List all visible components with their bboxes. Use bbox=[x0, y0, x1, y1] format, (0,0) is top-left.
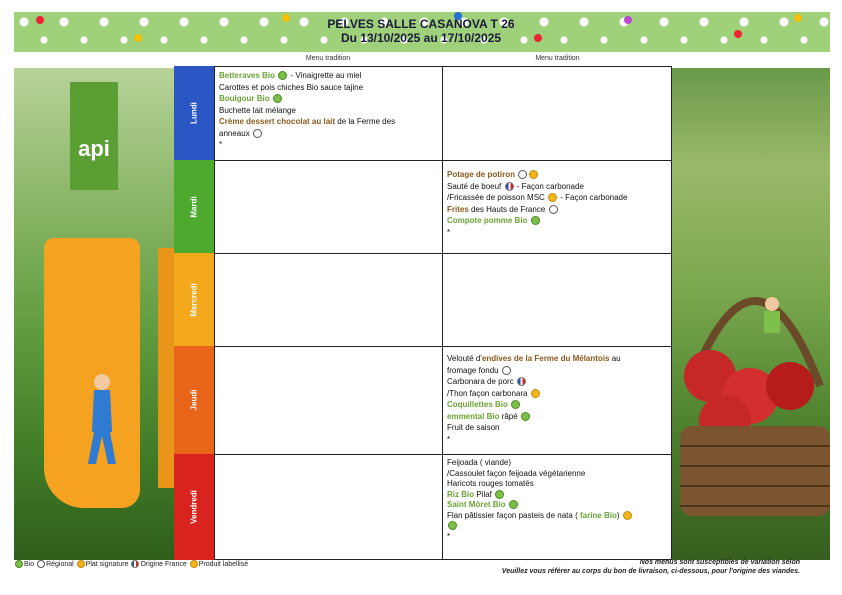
menu-cell-mardi-1 bbox=[214, 160, 443, 254]
regional-icon bbox=[518, 170, 527, 179]
origine-france-icon bbox=[517, 377, 526, 386]
menu-cell-vendredi-1 bbox=[214, 454, 443, 560]
apple-basket-image bbox=[680, 226, 830, 536]
bio-icon bbox=[509, 500, 518, 509]
day-label-mardi: Mardi bbox=[174, 160, 214, 253]
produit-labellise-icon bbox=[190, 560, 198, 568]
page-title: PELVES SALLE CASANOVA T 26 bbox=[327, 17, 515, 31]
regional-icon bbox=[37, 560, 45, 568]
child-illustration bbox=[80, 372, 124, 468]
bio-icon bbox=[273, 94, 282, 103]
origine-france-icon bbox=[131, 560, 139, 568]
column-header: Menu tradition bbox=[214, 52, 442, 67]
menu-cell-mercredi-2 bbox=[442, 253, 672, 347]
legend: Bio Régional Plat signature Origine France Produit labellisé bbox=[14, 560, 248, 568]
bio-icon bbox=[278, 71, 287, 80]
produit-labellise-icon bbox=[548, 193, 557, 202]
bio-icon bbox=[521, 412, 530, 421]
origine-france-icon bbox=[505, 182, 514, 191]
menu-cell-mardi-2: Potage de potiron Sauté de boeuf - Façon carbonade /Fricassée de poisson MSC - Façon carbonade Frites des Hauts de France Compote pomme Bio * bbox=[442, 160, 672, 254]
bio-icon bbox=[15, 560, 23, 568]
regional-icon bbox=[253, 129, 262, 138]
yellow-boot-image bbox=[158, 248, 174, 488]
day-label-lundi: Lundi bbox=[174, 66, 214, 160]
bio-icon bbox=[448, 521, 457, 530]
menu-cell-lundi-2 bbox=[442, 66, 672, 161]
produit-labellise-icon bbox=[531, 389, 540, 398]
regional-icon bbox=[502, 366, 511, 375]
column-header: Menu tradition bbox=[443, 52, 672, 67]
menu-grid bbox=[174, 52, 672, 560]
day-label-mercredi: Mercredi bbox=[174, 253, 214, 346]
bio-icon bbox=[495, 490, 504, 499]
day-label-vendredi: Vendredi bbox=[174, 454, 214, 560]
plat-signature-icon bbox=[623, 511, 632, 520]
regional-icon bbox=[549, 205, 558, 214]
plat-signature-icon bbox=[77, 560, 85, 568]
menu-cell-vendredi-2: Feijoada ( viande) /Cassoulet façon feijoada végétarienne Haricots rouges tomatés Riz Bio Pilaf Saint Môret Bio Flan pâtissier façon pasteis de nata ( farine Bio) * bbox=[442, 454, 672, 560]
day-label-jeudi: Jeudi bbox=[174, 346, 214, 454]
menu-cell-jeudi-2: Velouté d'endives de la Ferme du Mélantois au fromage fondu Carbonara de porc /Thon façon carbonara Coquillettes Bio emmental Bio râpé Fruit de saison * bbox=[442, 346, 672, 455]
date-range: Du 13/10/2025 au 17/10/2025 bbox=[340, 31, 502, 45]
api-logo: api bbox=[70, 82, 118, 190]
menu-cell-jeudi-1 bbox=[214, 346, 443, 455]
footnote: Nos menus sont susceptibles de variation selon Veuillez vous référer au corps du bon de livraison, ci-dessous, pour l'origine des viandes. bbox=[501, 559, 800, 575]
plat-signature-icon bbox=[529, 170, 538, 179]
bio-icon bbox=[511, 400, 520, 409]
bio-icon bbox=[531, 216, 540, 225]
menu-cell-lundi-1: Betteraves Bio - Vinaigrette au miel Carottes et pois chiches Bio sauce tajine Boulgour Bio Buchette lait mélange Crème dessert chocolat au lait de la Ferme des anneaux * bbox=[214, 66, 443, 161]
menu-cell-mercredi-1 bbox=[214, 253, 443, 347]
